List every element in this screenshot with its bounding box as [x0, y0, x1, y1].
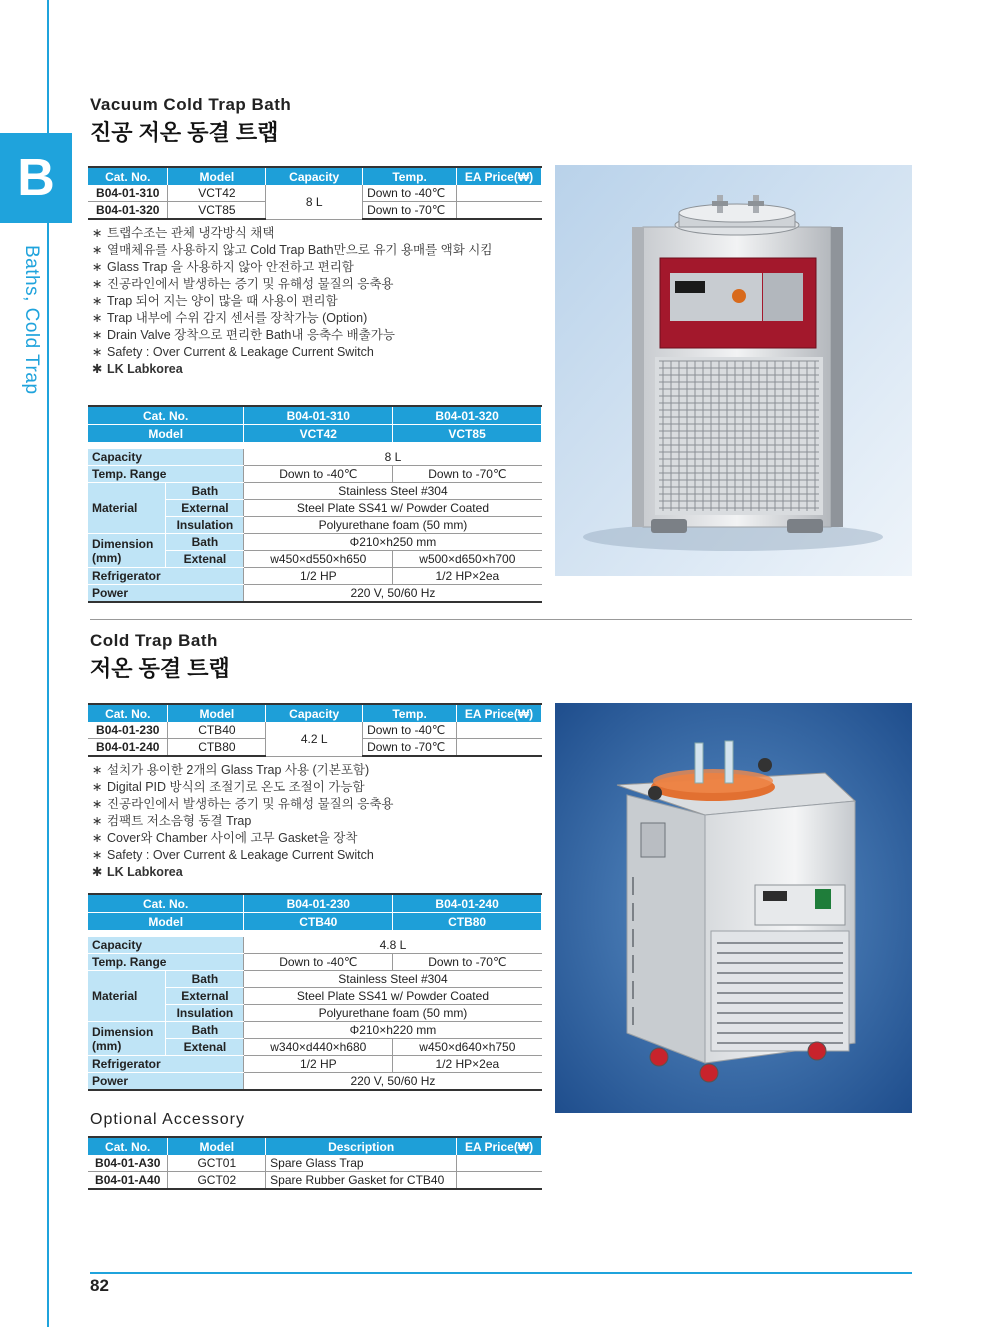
spec-model-label: Model	[88, 425, 244, 443]
model: GCT02	[168, 1172, 266, 1190]
accessory-table	[88, 1136, 542, 1190]
refrigerator-label: Refrigerator	[88, 1056, 244, 1073]
material-label: Material	[88, 483, 166, 534]
power-value: 220 V, 50/60 Hz	[244, 1073, 542, 1091]
dimension-label: Dimension (mm)	[88, 534, 166, 568]
dim-external-label: Extenal	[166, 551, 244, 568]
model: VCT85	[168, 202, 266, 220]
dim-external-2: w500×d650×h700	[393, 551, 542, 568]
material-insulation-label: Insulation	[166, 1005, 244, 1022]
price	[457, 185, 542, 202]
material-insulation: Polyurethane foam (50 mm)	[244, 1005, 542, 1022]
capacity: 4.2 L	[266, 722, 363, 756]
col-temp: Temp.	[363, 704, 457, 722]
model: GCT01	[168, 1155, 266, 1172]
product1-title-en: Vacuum Cold Trap Bath	[90, 95, 292, 114]
dim-bath-label: Bath	[166, 1022, 244, 1039]
description: Spare Glass Trap	[266, 1155, 457, 1172]
capacity: 8 L	[266, 185, 363, 219]
model: VCT42	[168, 185, 266, 202]
col-model: Model	[168, 704, 266, 722]
refrigerator-2: 1/2 HP×2ea	[393, 568, 542, 585]
side-label-text: Baths, Cold Trap	[21, 245, 42, 395]
capacity-label: Capacity	[88, 449, 244, 466]
price	[457, 739, 542, 757]
material-label: Material	[88, 971, 166, 1022]
dimension-label: Dimension (mm)	[88, 1022, 166, 1056]
power-value: 220 V, 50/60 Hz	[244, 585, 542, 603]
price	[457, 1155, 542, 1172]
footer-rule	[90, 1272, 912, 1274]
temp-range-1: Down to -40℃	[244, 466, 393, 483]
product2-title-en: Cold Trap Bath	[90, 631, 218, 650]
price	[457, 202, 542, 220]
spec-cat-2: B04-01-320	[393, 406, 542, 425]
col-price: EA Price(₩)	[457, 167, 542, 185]
list-item: ∗ Trap 내부에 수위 감지 센서를 장착가능 (Option)	[92, 311, 368, 325]
col-temp: Temp.	[363, 167, 457, 185]
material-external-label: External	[166, 500, 244, 517]
col-cat-no: Cat. No.	[88, 704, 168, 722]
capacity-value: 4.8 L	[244, 937, 542, 954]
asterisk-icon: ✱	[92, 865, 103, 879]
spec-cat-1: B04-01-310	[244, 406, 393, 425]
list-item: ∗ 열매체유를 사용하지 않고 Cold Trap Bath만으로 유기 용매를 액화 시킴	[92, 243, 493, 257]
product1-photo	[555, 165, 912, 576]
product1-spec-table	[88, 405, 542, 603]
section-letter: B	[17, 149, 55, 207]
section-divider	[90, 619, 912, 620]
dim-bath-label: Bath	[166, 534, 244, 551]
temp-range-1: Down to -40℃	[244, 954, 393, 971]
material-insulation: Polyurethane foam (50 mm)	[244, 517, 542, 534]
list-item: ∗ Safety : Over Current & Leakage Current Switch	[92, 345, 374, 359]
col-cat-no: Cat. No.	[88, 167, 168, 185]
temp: Down to -70℃	[363, 202, 457, 220]
material-external-label: External	[166, 988, 244, 1005]
price	[457, 722, 542, 739]
temp: Down to -40℃	[363, 722, 457, 739]
temp-range-label: Temp. Range	[88, 466, 244, 483]
table-row	[88, 1155, 542, 1172]
col-cat-no: Cat. No.	[88, 1137, 168, 1155]
cat-no: B04-01-240	[88, 739, 168, 757]
spec-cat-2: B04-01-240	[393, 894, 542, 913]
vacuum-cold-trap-illustration	[555, 165, 912, 576]
table-row	[88, 1172, 542, 1190]
material-bath-label: Bath	[166, 483, 244, 500]
power-label: Power	[88, 585, 244, 603]
refrigerator-label: Refrigerator	[88, 568, 244, 585]
spec-cat-label: Cat. No.	[88, 894, 244, 913]
dim-external-1: w450×d550×h650	[244, 551, 393, 568]
col-price: EA Price(₩)	[457, 704, 542, 722]
list-item: ∗ 컴팩트 저소음형 동결 Trap	[92, 814, 252, 828]
list-item: ∗ Glass Trap 을 사용하지 않아 안전하고 편리함	[92, 260, 354, 274]
cold-trap-bath-illustration	[555, 703, 912, 1113]
product2-order-table	[88, 703, 542, 757]
col-model: Model	[168, 1137, 266, 1155]
model: CTB80	[168, 739, 266, 757]
dim-external-2: w450×d640×h750	[393, 1039, 542, 1056]
asterisk-icon: ✱	[92, 362, 103, 376]
spec-model-1: VCT42	[244, 425, 393, 443]
product2-photo	[555, 703, 912, 1113]
capacity-label: Capacity	[88, 937, 244, 954]
power-label: Power	[88, 1073, 244, 1091]
product2-spec-table	[88, 893, 542, 1091]
table-row	[88, 722, 542, 739]
product2-features	[92, 762, 394, 881]
material-external: Steel Plate SS41 w/ Powder Coated	[244, 500, 542, 517]
product1-order-table	[88, 166, 542, 220]
temp: Down to -40℃	[363, 185, 457, 202]
spec-cat-label: Cat. No.	[88, 406, 244, 425]
product2-title-ko: 저온 동결 트랩	[90, 656, 230, 681]
spec-model-label: Model	[88, 913, 244, 931]
price	[457, 1172, 542, 1190]
col-capacity: Capacity	[266, 167, 363, 185]
model: CTB40	[168, 722, 266, 739]
refrigerator-1: 1/2 HP	[244, 1056, 393, 1073]
material-insulation-label: Insulation	[166, 517, 244, 534]
cat-no: B04-01-310	[88, 185, 168, 202]
spec-model-1: CTB40	[244, 913, 393, 931]
col-price: EA Price(₩)	[457, 1137, 542, 1155]
side-label	[14, 245, 44, 420]
dim-external-label: Extenal	[166, 1039, 244, 1056]
dim-external-1: w340×d440×h680	[244, 1039, 393, 1056]
col-description: Description	[266, 1137, 457, 1155]
product1-title-ko: 진공 저온 동결 트랩	[90, 120, 279, 145]
temp-range-2: Down to -70℃	[393, 466, 542, 483]
col-model: Model	[168, 167, 266, 185]
spec-model-2: CTB80	[393, 913, 542, 931]
list-item: ∗ 진공라인에서 발생하는 증기 및 유해성 물질의 응축용	[92, 797, 394, 811]
col-capacity: Capacity	[266, 704, 363, 722]
cat-no: B04-01-A40	[88, 1172, 168, 1190]
accessory-title: Optional Accessory	[90, 1111, 245, 1128]
list-item: ∗ Digital PID 방식의 조절기로 온도 조절이 가능함	[92, 780, 365, 794]
cat-no: B04-01-320	[88, 202, 168, 220]
material-bath-label: Bath	[166, 971, 244, 988]
list-item: ∗ 트랩수조는 관체 냉각방식 채택	[92, 226, 275, 240]
dim-bath: Φ210×h220 mm	[244, 1022, 542, 1039]
list-item: ∗ Safety : Over Current & Leakage Current Switch	[92, 848, 374, 862]
dim-bath: Φ210×h250 mm	[244, 534, 542, 551]
material-bath: Stainless Steel #304	[244, 483, 542, 500]
material-bath: Stainless Steel #304	[244, 971, 542, 988]
cat-no: B04-01-230	[88, 722, 168, 739]
temp: Down to -70℃	[363, 739, 457, 757]
refrigerator-2: 1/2 HP×2ea	[393, 1056, 542, 1073]
temp-range-label: Temp. Range	[88, 954, 244, 971]
page-number: 82	[90, 1276, 109, 1295]
section-tab	[0, 133, 72, 223]
brand-line: ✱ LK Labkorea	[92, 865, 183, 879]
list-item: ∗ Cover와 Chamber 사이에 고무 Gasket을 장착	[92, 831, 358, 845]
material-external: Steel Plate SS41 w/ Powder Coated	[244, 988, 542, 1005]
product1-features	[92, 225, 492, 378]
description: Spare Rubber Gasket for CTB40	[266, 1172, 457, 1190]
cat-no: B04-01-A30	[88, 1155, 168, 1172]
list-item: ∗ 설치가 용이한 2개의 Glass Trap 사용 (기본포함)	[92, 763, 370, 777]
spec-cat-1: B04-01-230	[244, 894, 393, 913]
temp-range-2: Down to -70℃	[393, 954, 542, 971]
table-row	[88, 185, 542, 202]
list-item: ∗ 진공라인에서 발생하는 증기 및 유해성 물질의 응축용	[92, 277, 394, 291]
brand-line: ✱ LK Labkorea	[92, 362, 183, 376]
capacity-value: 8 L	[244, 449, 542, 466]
list-item: ∗ Trap 되어 지는 양이 많을 때 사용이 편리함	[92, 294, 338, 308]
refrigerator-1: 1/2 HP	[244, 568, 393, 585]
spec-model-2: VCT85	[393, 425, 542, 443]
list-item: ∗ Drain Valve 장착으로 편리한 Bath내 응축수 배출가능	[92, 328, 395, 342]
